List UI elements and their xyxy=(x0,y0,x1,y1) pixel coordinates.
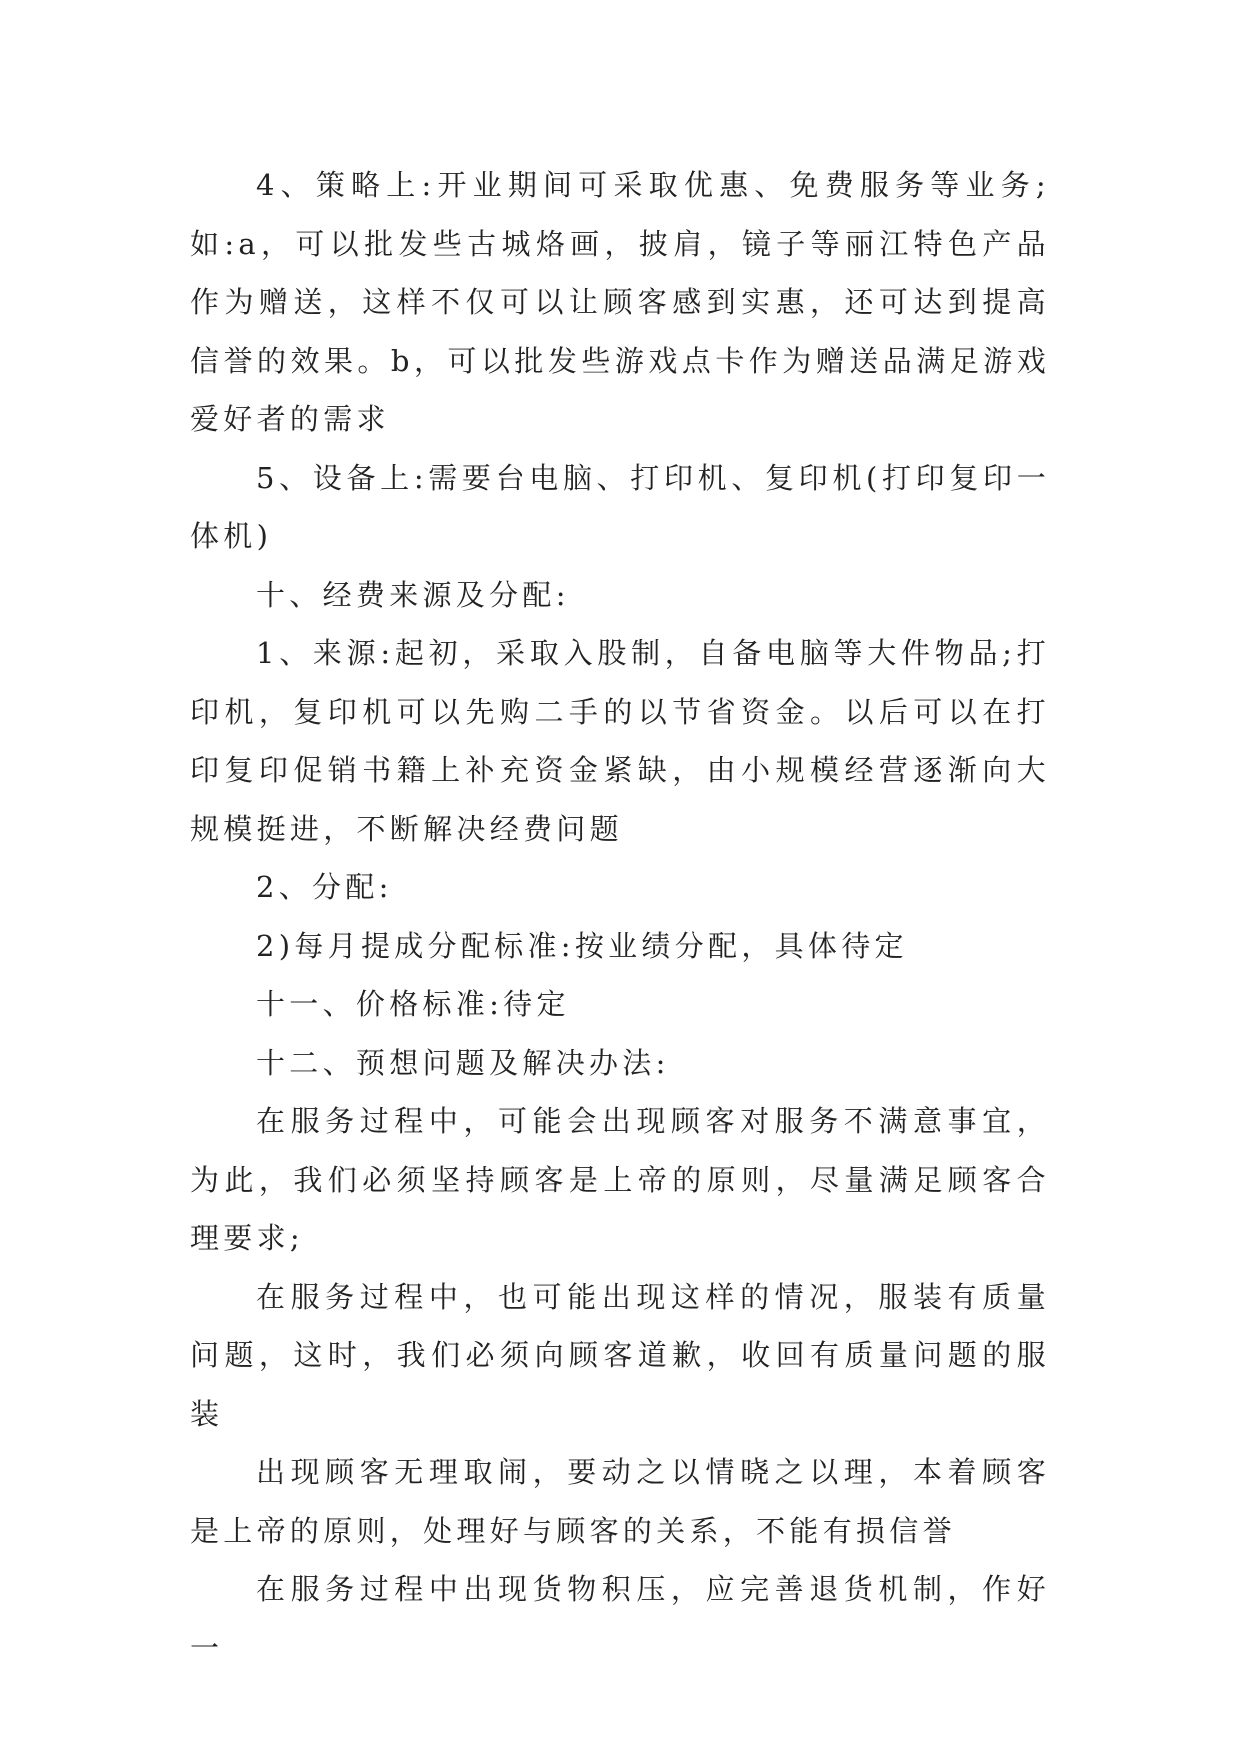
paragraph-strategy: 4、策略上:开业期间可采取优惠、免费服务等业务;如:a，可以批发些古城烙画，披肩，镜子等丽江特色产品作为赠送，这样不仅可以让顾客感到实惠，还可达到提高信誉的效果。b，可以批发些游戏点卡作为赠送品满足游戏爱好者的需求 xyxy=(190,168,1050,436)
paragraph-problem-unreasonable: 出现顾客无理取闹，要动之以情晓之以理，本着顾客是上帝的原则，处理好与顾客的关系，不能有损信誉 xyxy=(190,1455,1050,1548)
paragraph-allocation: 2、分配: xyxy=(256,870,393,904)
paragraph-funding-source: 1、来源:起初，采取入股制，自备电脑等大件物品;打印机，复印机可以先购二手的以节省资金。以后可以在打印复印促销书籍上补充资金紧缺，由小规模经营逐渐向大规模挺进，不断解决经费问题 xyxy=(190,636,1050,846)
heading-pricing: 十一、价格标准:待定 xyxy=(256,987,570,1021)
heading-funding: 十、经费来源及分配: xyxy=(256,577,570,612)
document-page xyxy=(190,156,1050,1677)
heading-problems: 十二、预想问题及解决办法: xyxy=(256,1045,670,1080)
paragraph-problem-dissatisfaction: 在服务过程中，可能会出现顾客对服务不满意事宜，为此，我们必须坚持顾客是上帝的原则，尽量满足顾客合理要求; xyxy=(190,1104,1050,1255)
paragraph-equipment: 5、设备上:需要台电脑、打印机、复印机(打印复印一体机) xyxy=(190,460,1050,553)
paragraph-problem-overstock: 在服务过程中出现货物积压，应完善退货机制，作好一 xyxy=(190,1572,1050,1665)
paragraph-commission: 2)每月提成分配标准:按业绩分配，具体待定 xyxy=(256,928,908,963)
paragraph-problem-quality: 在服务过程中，也可能出现这样的情况，服装有质量问题，这时，我们必须向顾客道歉，收回有质量问题的服装 xyxy=(190,1279,1050,1431)
